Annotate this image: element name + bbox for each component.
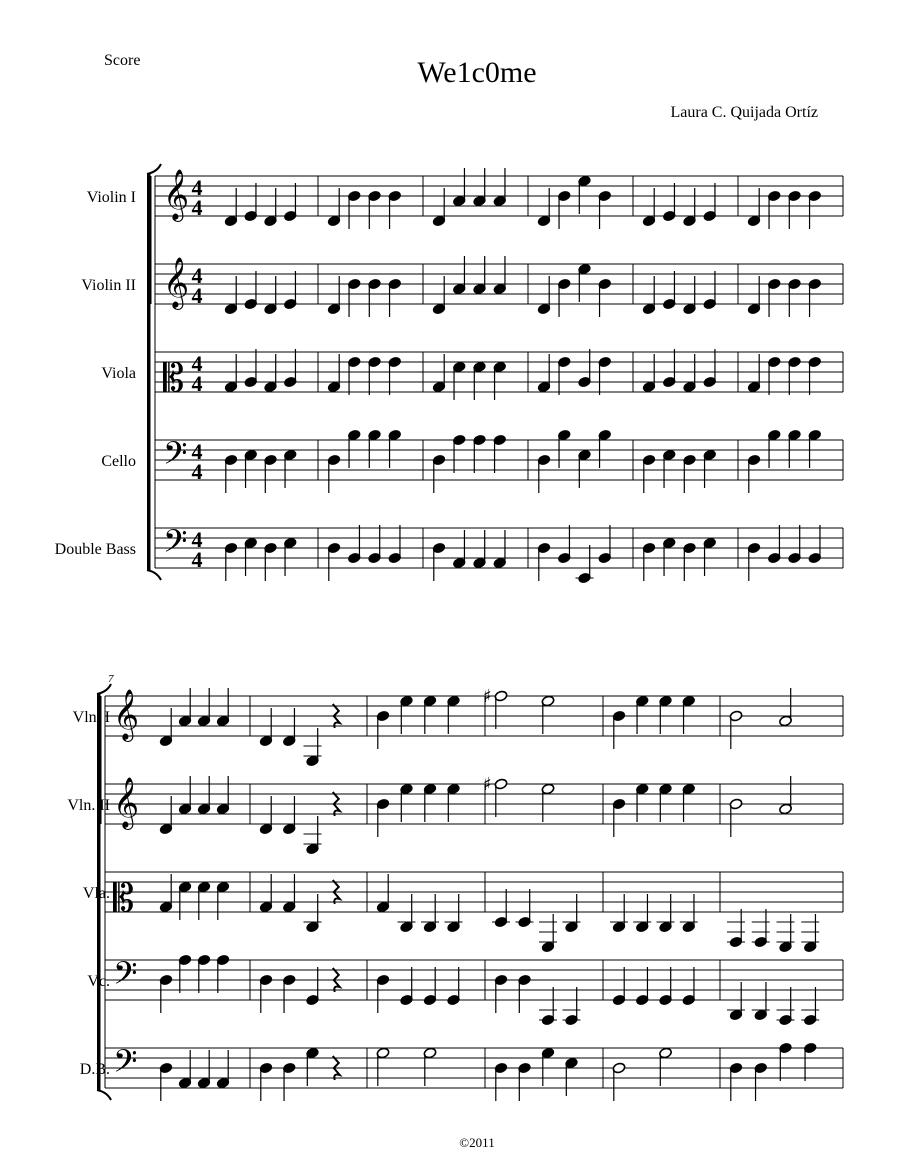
treble-clef-icon: 𝄞: [163, 169, 190, 220]
treble-clef-icon: 𝄞: [113, 777, 140, 828]
time-signature-beats: 4: [191, 351, 203, 376]
instrument-label: Violin II: [81, 277, 136, 294]
sharp-icon: ♯: [483, 686, 492, 707]
instrument-label: Cello: [101, 453, 136, 470]
bass-clef-icon: 𝄢: [163, 523, 188, 567]
instrument-label: Vln. I: [72, 709, 110, 726]
copyright: ©2011: [459, 1135, 495, 1150]
sharp-icon: ♯: [483, 774, 492, 795]
time-signature-beats: 4: [191, 263, 203, 288]
treble-clef-icon: 𝄞: [163, 257, 190, 308]
time-signature-beat-type: 4: [191, 547, 203, 572]
time-signature-beat-type: 4: [191, 371, 203, 396]
bass-clef-icon: 𝄢: [113, 955, 138, 999]
measure-number: 7: [108, 673, 114, 685]
alto-clef-icon: 𝄡: [113, 876, 135, 920]
instrument-label: Vc.: [87, 973, 110, 990]
composer-name: Laura C. Quijada Ortíz: [670, 104, 818, 121]
instrument-label: Vla.: [82, 885, 110, 902]
page-title: We1c0me: [417, 56, 537, 89]
treble-clef-icon: 𝄞: [113, 689, 140, 740]
time-signature-beat-type: 4: [191, 195, 203, 220]
score-label: Score: [104, 52, 141, 69]
alto-clef-icon: 𝄡: [163, 356, 185, 400]
bass-clef-icon: 𝄢: [113, 1043, 138, 1087]
bracket-bottom-hook: [147, 570, 161, 580]
system-bracket: [147, 174, 151, 570]
bass-clef-icon: 𝄢: [163, 435, 188, 479]
instrument-label: Double Bass: [54, 541, 136, 558]
bracket-top-hook: [147, 164, 161, 174]
time-signature-beat-type: 4: [191, 283, 203, 308]
time-signature-beat-type: 4: [191, 459, 203, 484]
instrument-label: Vln. II: [67, 797, 110, 814]
instrument-label: D.B.: [79, 1061, 110, 1078]
bracket-bottom-hook: [97, 1090, 111, 1100]
bracket-top-hook: [97, 684, 111, 694]
time-signature-beats: 4: [191, 439, 203, 464]
instrument-label: Viola: [101, 365, 136, 382]
time-signature-beats: 4: [191, 175, 203, 200]
time-signature-beats: 4: [191, 527, 203, 552]
instrument-label: Violin I: [86, 189, 136, 206]
